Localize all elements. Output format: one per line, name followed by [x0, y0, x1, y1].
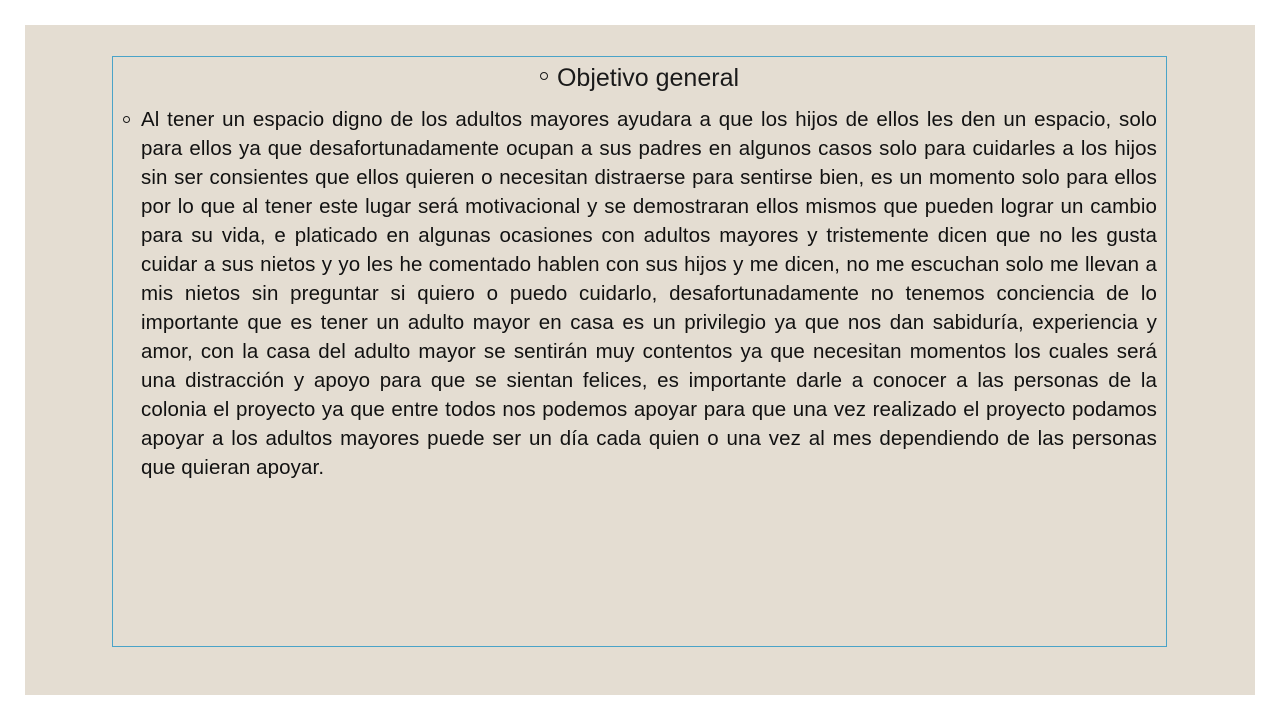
content-box: [112, 56, 1167, 647]
slide: [25, 25, 1255, 695]
slide-title: Objetivo general: [556, 64, 740, 92]
body-paragraph: Al tener un espacio digno de los adultos mayores ayudara a que los hijos de ellos les den un espacio, solo para ellos ya que desafortunadamente ocupan a sus padres en algunos casos solo para cuidarles a los hijos sin ser consientes que ellos quieren o necesitan distraerse para sentirse bien, es un momento solo para ellos por lo que al tener este lugar será motivacional y se demostraran ellos mismos que pueden lograr un cambio para su vida, e platicado en algunas ocasiones con adultos mayores y tristemente dicen que no les gusta cuidar a sus nietos y yo les he comentado hablen con sus hijos y me dicen, no me escuchan solo me llevan a mis nietos sin preguntar si quiero o puedo cuidarlo, desafortunadamente no tenemos conciencia de lo importante que es tener un adulto mayor en casa es un privilegio ya que nos dan sabiduría, experiencia y amor, con la casa del adulto mayor se sentirán muy contentos ya que necesitan momentos los cuales será una distracción y apoyo para que se sientan felices, es importante darle a conocer a las personas de la colonia el proyecto ya que entre todos nos podemos apoyar para que una vez realizado el proyecto podamos apoyar a los adultos mayores puede ser un día cada quien o una vez al mes dependiendo de las personas que quieran apoyar.: [141, 108, 1157, 479]
title-row: [113, 61, 1166, 95]
paragraph-row: [123, 105, 1157, 482]
bullet-circle-icon: [540, 72, 548, 80]
bullet-circle-icon: [123, 116, 130, 123]
